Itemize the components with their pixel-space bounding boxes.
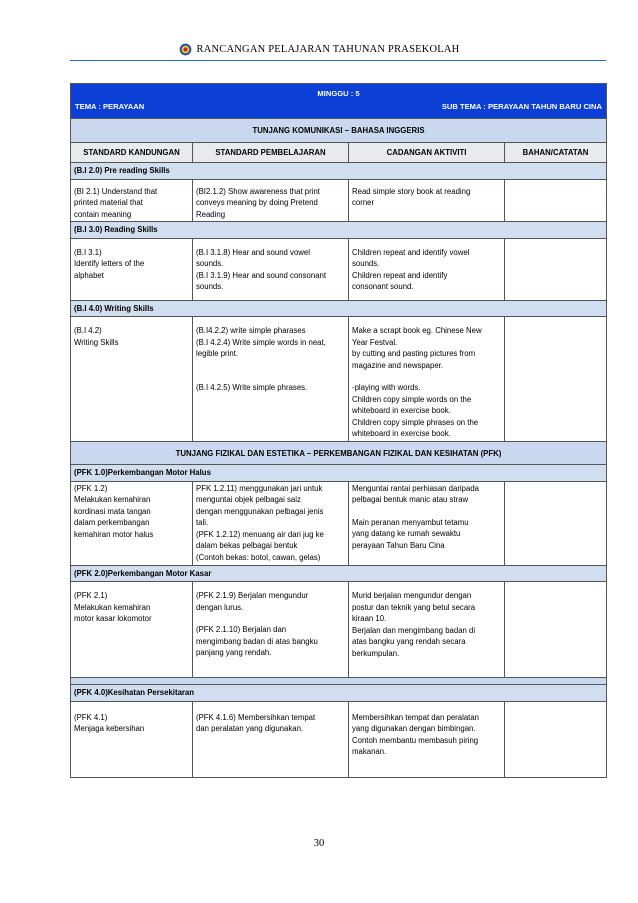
- cell-text: (Contoh bekas: botol, cawan, gelas): [196, 552, 321, 562]
- activity-cell: [349, 481, 505, 565]
- cell-text: (PFK 4.1.6) Membersihkan tempat: [196, 712, 316, 722]
- cell-text: Contoh membantu membasuh piring: [352, 735, 479, 745]
- cell-text: berkumpulan.: [352, 648, 400, 658]
- learning-standard-cell: [193, 582, 349, 678]
- column-header-row: [71, 142, 607, 163]
- cell-text: Menjaga kebersihan: [74, 724, 145, 733]
- cell-text: Make a scrapt book eg. Chinese New: [352, 326, 482, 335]
- cell-text: (B.I 4.2.4) Write simple words in neat,: [196, 337, 326, 347]
- cell-text: yang digunakan dengan bimbingan.: [352, 724, 476, 733]
- table-row: [71, 238, 607, 300]
- cell-text: (PFK 2.1.10) Berjalan dan: [196, 625, 287, 634]
- cell-text: Children copy simple words on the: [352, 394, 472, 404]
- section-header-row: [71, 163, 607, 180]
- column-header-material: BAHAN/CATATAN: [505, 142, 607, 163]
- header-divider: [70, 60, 606, 61]
- cell-text: menguntai objek pelbagai saiz: [196, 495, 301, 504]
- section-header-row: [71, 300, 607, 317]
- content-standard-cell: [71, 317, 193, 442]
- cell-text: sounds.: [196, 282, 224, 291]
- cell-text: (PFK 4.1): [74, 712, 108, 722]
- learning-standard-cell: [193, 481, 349, 565]
- cell-text: PFK 1.2.11) menggunakan jari untuk: [196, 483, 323, 493]
- cell-text: Murid berjalan mengundur dengan: [352, 591, 472, 600]
- cell-text: pelbagai bentuk manic atau straw: [352, 495, 469, 504]
- cell-text: postur dan teknik yang betul secara: [352, 602, 476, 612]
- section-title: (B.I 4.0) Writing Skills: [71, 300, 607, 317]
- cell-text: dan peralatan yang digunakan.: [196, 724, 304, 733]
- cell-text: (B.I 4.2.5) Write simple phrases.: [196, 382, 308, 392]
- learning-standard-cell: [193, 317, 349, 442]
- cell-text: dengan menggunakan pelbagai jenis: [196, 506, 324, 516]
- cell-text: consonant sound.: [352, 282, 414, 291]
- cell-text: mengimbang badan di atas bangku: [196, 636, 318, 646]
- content-standard-cell: [71, 179, 193, 222]
- learning-standard-cell: [193, 238, 349, 300]
- material-cell: [505, 701, 607, 777]
- material-cell: [505, 317, 607, 442]
- cell-text: conveys meaning by doing Pretend: [196, 198, 318, 207]
- activity-cell: [349, 179, 505, 222]
- cell-text: Writing Skills: [74, 337, 119, 347]
- cell-text: whiteboard in exercise book.: [352, 406, 451, 415]
- section-title: (B.I 3.0) Reading Skills: [71, 222, 607, 239]
- cell-text: alphabet: [74, 270, 104, 280]
- column-header-learning: STANDARD PEMBELAJARAN: [193, 142, 349, 163]
- cell-text: printed material that: [74, 198, 143, 207]
- cell-text: whiteboard in exercise book.: [352, 429, 451, 438]
- cell-text: Year Festval.: [352, 337, 398, 347]
- pillar-row: [71, 119, 607, 143]
- cell-text: dalam perkembangan: [74, 518, 150, 527]
- cell-text: dalam bekas pelbagai bentuk: [196, 541, 298, 550]
- column-header-activity: CADANGAN AKTIVITI: [349, 142, 505, 163]
- cell-text: Main peranan menyambut tetamu: [352, 517, 469, 527]
- section-title: (B.I 2.0) Pre reading Skills: [71, 163, 607, 180]
- cell-text: tali.: [196, 518, 209, 527]
- cell-text: (B.I 3.1.8) Hear and sound vowel: [196, 247, 310, 257]
- cell-text: contain meaning: [74, 209, 132, 219]
- cell-text: kiraan 10.: [352, 614, 387, 623]
- section-header-row: [71, 465, 607, 482]
- cell-text: Melakukan kemahiran: [74, 495, 151, 504]
- cell-text: legible print.: [196, 349, 239, 358]
- cell-text: panjang yang rendah.: [196, 648, 272, 657]
- cell-text: -playing with words.: [352, 383, 421, 392]
- activity-cell: [349, 238, 505, 300]
- cell-text: yang datang ke rumah sewaktu: [352, 529, 461, 538]
- cell-text: Melakukan kemahiran: [74, 602, 151, 612]
- subtheme-label: SUB TEMA : PERAYAAN TAHUN BARU CINA: [441, 101, 603, 111]
- learning-standard-cell: [193, 701, 349, 777]
- cell-text: (PFK 1.2): [74, 483, 108, 493]
- activity-cell: [349, 317, 505, 442]
- content-standard-cell: [71, 582, 193, 678]
- column-header-standard: STANDARD KANDUNGAN: [71, 142, 193, 163]
- cell-text: Children copy simple phrases on the: [352, 417, 479, 427]
- cell-text: (B.I 4.2): [74, 326, 102, 335]
- cell-text: Children repeat and identify vowel: [352, 247, 470, 257]
- cell-text: Read simple story book at reading: [352, 186, 471, 196]
- week-banner-cell: [71, 84, 607, 119]
- cell-text: Berjalan dan mengimbang badan di: [352, 625, 476, 635]
- cell-text: Identify letters of the: [74, 259, 145, 268]
- lesson-plan-table: [70, 83, 607, 778]
- cell-text: (B.I 3.1.9) Hear and sound consonant: [196, 270, 327, 280]
- cell-text: perayaan Tahun Baru Cina: [352, 540, 445, 550]
- pillar-title: TUNJANG KOMUNIKASI – BAHASA INGGERIS: [71, 119, 607, 143]
- pillar-row: [71, 441, 607, 465]
- table-row: [71, 582, 607, 678]
- cell-text: (BI2.1.2) Show awareness that print: [196, 186, 320, 196]
- activity-cell: [349, 701, 505, 777]
- section-title: (PFK 1.0)Perkembangan Motor Halus: [71, 465, 607, 482]
- activity-cell: [349, 582, 505, 678]
- pillar-title: TUNJANG FIZIKAL DAN ESTETIKA – PERKEMBANGAN FIZIKAL DAN KESIHATAN (PFK): [71, 441, 607, 465]
- cell-text: (PFK 2.1): [74, 591, 108, 600]
- week-label: MINGGU : 5: [317, 89, 360, 98]
- cell-text: sounds.: [352, 259, 380, 268]
- section-header-row: [71, 685, 607, 702]
- cell-text: magazine and newspaper.: [352, 360, 444, 370]
- spacer-row: [71, 678, 607, 685]
- cell-text: (B.I 3.1): [74, 247, 102, 257]
- learning-standard-cell: [193, 179, 349, 222]
- cell-text: Children repeat and identify: [352, 270, 448, 280]
- cell-text: atas bangku yang rendah secara: [352, 637, 466, 646]
- cell-text: corner: [352, 198, 375, 207]
- header-title: RANCANGAN PELAJARAN TAHUNAN PRASEKOLAH: [196, 43, 460, 55]
- section-header-row: [71, 222, 607, 239]
- cell-text: kemahiran motor halus: [74, 529, 154, 539]
- cell-text: (BI 2.1) Understand that: [74, 186, 158, 196]
- section-title: (PFK 2.0)Perkembangan Motor Kasar: [71, 565, 607, 582]
- cell-text: (PFK 2.1.9) Berjalan mengundur: [196, 591, 309, 600]
- material-cell: [505, 481, 607, 565]
- content-standard-cell: [71, 238, 193, 300]
- page-header: [0, 40, 638, 58]
- cell-text: Menguntai rantai perhiasan daripada: [352, 483, 480, 493]
- content-standard-cell: [71, 701, 193, 777]
- table-row: [71, 701, 607, 777]
- ministry-crest-icon: [179, 43, 192, 56]
- theme-label: TEMA : PERAYAAN: [75, 101, 145, 111]
- section-title: (PFK 4.0)Kesihatan Persekitaran: [71, 685, 607, 702]
- cell-text: by cutting and pasting pictures from: [352, 349, 476, 358]
- cell-text: makanan.: [352, 747, 387, 756]
- table-row: [71, 317, 607, 442]
- material-cell: [505, 582, 607, 678]
- content-standard-cell: [71, 481, 193, 565]
- cell-text: Membersihkan tempat dan peralatan: [352, 712, 479, 722]
- cell-text: dengan lurus.: [196, 602, 244, 612]
- cell-text: sounds.: [196, 259, 224, 268]
- cell-text: kordinasi mata tangan: [74, 506, 151, 516]
- table-row: [71, 481, 607, 565]
- week-banner: [71, 84, 607, 119]
- table-row: [71, 179, 607, 222]
- material-cell: [505, 238, 607, 300]
- theme-line: [75, 101, 602, 113]
- cell-text: Reading: [196, 209, 226, 219]
- cell-text: (PFK 1.2.12) menuang air dari jug ke: [196, 529, 324, 539]
- material-cell: [505, 179, 607, 222]
- cell-text: (B.I4.2.2) write simple pharases: [196, 326, 306, 335]
- section-header-row: [71, 565, 607, 582]
- cell-text: motor kasar lokomotor: [74, 614, 152, 623]
- page-number: 30: [313, 838, 325, 849]
